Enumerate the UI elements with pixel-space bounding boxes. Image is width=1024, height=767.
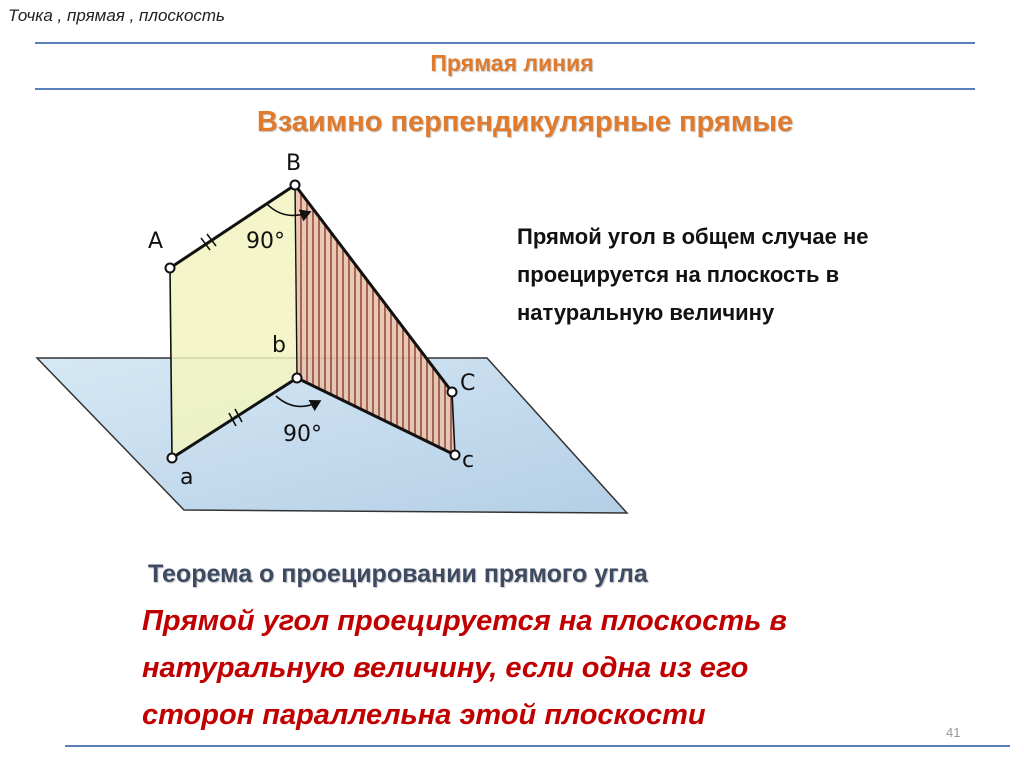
label-c: c [462,448,475,473]
label-C: C [460,371,476,396]
label-B: B [286,151,302,176]
angle-label-top: 90° [246,229,285,254]
theorem-line: сторон параллельна этой плоскости [142,699,706,731]
side-note [517,218,987,332]
bottom-divider [65,745,1010,747]
section-title: Прямая линия [430,50,594,76]
page-number: 41 [946,725,961,740]
label-a: a [180,465,194,490]
subtitle: Взаимно перпендикулярные прямые [256,106,794,138]
angle-label-bottom: 90° [283,422,322,447]
label-A: A [148,229,164,254]
theorem-statement [142,598,962,739]
theorem-line: Прямой угол проецируется на плоскость в [142,605,787,637]
side-note-line: Прямой угол в общем случае не [517,224,869,249]
side-note-line: проецируется на плоскость в [517,262,840,287]
theorem-title: Теорема о проецировании прямого угла [148,560,648,588]
side-note-line: натуральную величину [517,300,775,325]
theorem-line: натуральную величину, если одна из его [142,652,749,684]
header-note: Точка , прямая , плоскость [8,6,225,25]
label-b: b [272,333,286,358]
